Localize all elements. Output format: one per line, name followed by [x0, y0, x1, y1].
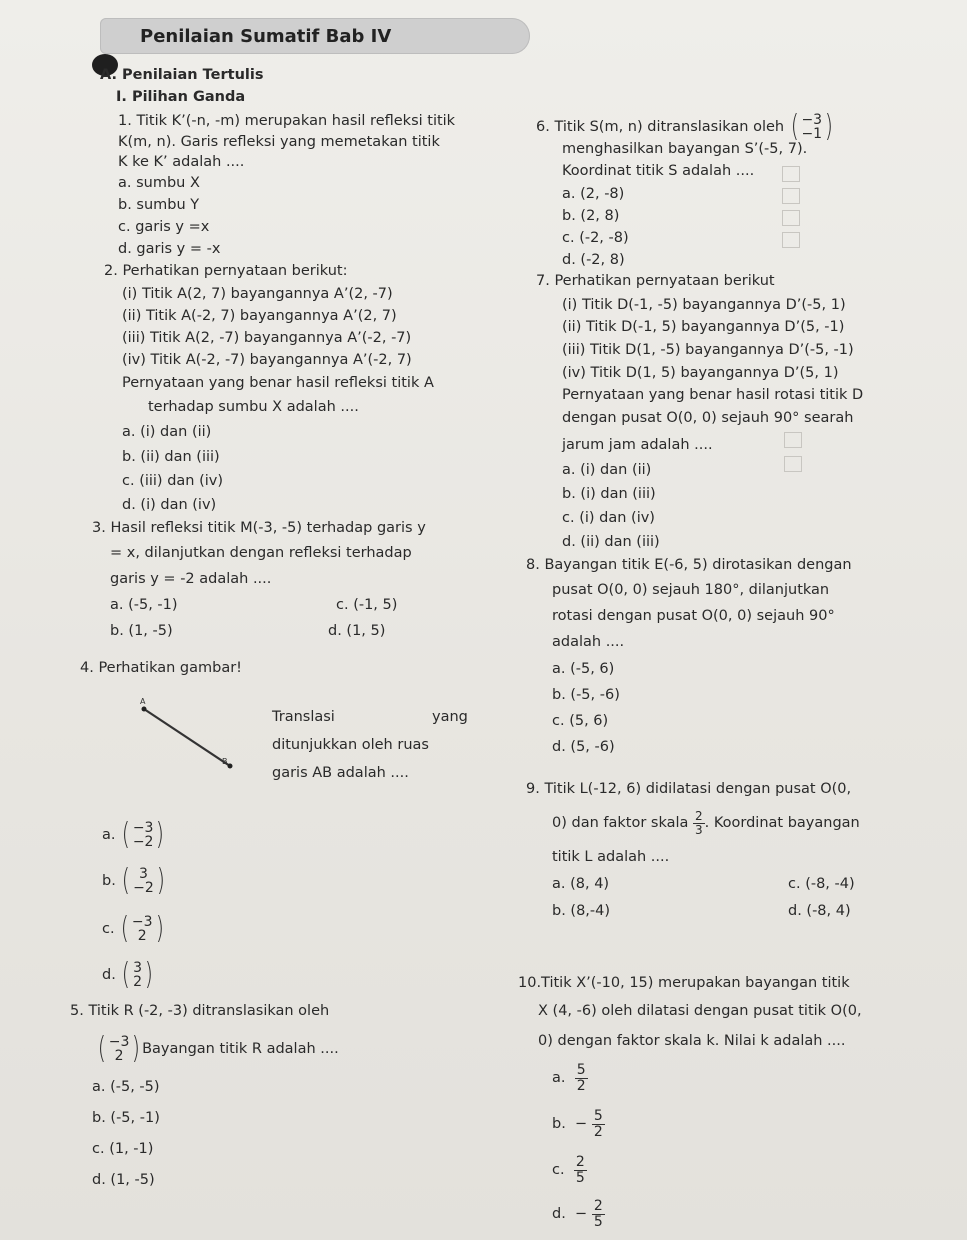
scale-factor-denominator: 3: [695, 822, 703, 837]
q5-option-c: c. (1, -1): [92, 1141, 154, 1157]
q6-question-text: 6. Titik S(m, n) ditranslasikan oleh: [536, 119, 785, 135]
q6-line-1: 6. Titik S(m, n) ditranslasikan oleh ( −3 −1 ): [536, 109, 834, 144]
fraction-numerator: 2: [575, 1153, 585, 1170]
q9-line-2: [552, 808, 860, 838]
q1-option-c: c. garis y =x: [118, 219, 210, 235]
q8-option-c: c. (5, 6): [552, 713, 609, 729]
q10-line-3: 0) dengan faktor skala k. Nilai k adalah ....: [538, 1033, 846, 1049]
vector-bottom: −2: [132, 834, 154, 850]
q4-text-3: garis AB adalah ....: [272, 765, 409, 781]
q3-option-c: c. (-1, 5): [336, 597, 398, 613]
minus-sign: −: [575, 1206, 588, 1222]
q1-option-a: a. sumbu X: [118, 175, 200, 191]
fraction-denominator: 5: [575, 1169, 585, 1186]
option-label: b.: [102, 873, 116, 889]
fraction-denominator: 5: [593, 1213, 603, 1230]
answer-box: [782, 188, 800, 204]
q3-option-a: a. (-5, -1): [110, 597, 178, 613]
q1-line-3: K ke K’ adalah ....: [118, 154, 245, 170]
minus-sign: −: [575, 1116, 588, 1132]
q9-option-d: d. (-8, 4): [788, 903, 851, 919]
q7-statement-ii: (ii) Titik D(-1, 5) bayangannya D’(5, -1): [562, 319, 845, 335]
q9-line-1: 9. Titik L(-12, 6) didilatasi dengan pusat O(0,: [526, 781, 852, 797]
q2-statement-i: (i) Titik A(2, 7) bayangannya A’(2, -7): [122, 286, 393, 302]
q7-option-c: c. (i) dan (iv): [562, 510, 655, 526]
q6-option-a: a. (2, -8): [562, 186, 625, 202]
q10-option-c: [552, 1150, 587, 1190]
vector-bottom: 2: [137, 928, 147, 944]
option-label: a.: [552, 1070, 566, 1086]
q4-line-segment-figure: [100, 696, 270, 786]
q8-line-1: 8. Bayangan titik E(-6, 5) dirotasikan dengan: [526, 557, 852, 573]
q8-option-d: d. (5, -6): [552, 739, 615, 755]
option-label: a.: [102, 827, 116, 843]
scale-factor-numerator: 2: [695, 808, 703, 823]
q3-line-3: garis y = -2 adalah ....: [110, 571, 272, 587]
vector-top: −3: [132, 820, 154, 836]
q9-text-a: 0) dan faktor skala: [552, 815, 689, 831]
q6-line-2: menghasilkan bayangan S’(-5, 7).: [562, 141, 808, 157]
q2-line-1: 2. Perhatikan pernyataan berikut:: [104, 263, 348, 279]
q3-option-b: b. (1, -5): [110, 623, 173, 639]
q3-line-2: = x, dilanjutkan dengan refleksi terhadap: [110, 545, 412, 561]
q2-option-c: c. (iii) dan (iv): [122, 473, 224, 489]
answer-box: [782, 232, 800, 248]
fraction-denominator: 2: [576, 1077, 586, 1094]
q10-option-b: [552, 1104, 605, 1144]
q5-option-d: d. (1, -5): [92, 1172, 155, 1188]
q9-option-a: a. (8, 4): [552, 876, 610, 892]
q2-statement-iv: (iv) Titik A(-2, -7) bayangannya A’(-2, 7): [122, 352, 412, 368]
vector-bottom: −2: [133, 880, 154, 896]
q2-option-b: b. (ii) dan (iii): [122, 449, 220, 465]
vector-bottom: −1: [801, 126, 823, 142]
segment-ab: [144, 709, 230, 766]
q10-line-1: 10.Titik X’(-10, 15) merupakan bayangan titik: [518, 975, 850, 991]
q9-line-3: titik L adalah ....: [552, 849, 670, 865]
section-i-title: I. Pilihan Ganda: [116, 89, 246, 105]
q10-option-a: [552, 1058, 588, 1098]
q5-question-text: Bayangan titik R adalah ....: [142, 1041, 339, 1057]
fraction-numerator: 2: [593, 1197, 603, 1214]
q2-option-a: a. (i) dan (ii): [122, 424, 212, 440]
q6-option-d: d. (-2, 8): [562, 252, 625, 268]
section-a-title: A. Penilaian Tertulis: [100, 67, 264, 83]
vector-top: −3: [108, 1034, 130, 1050]
point-b-label: B: [222, 757, 228, 766]
q7-line-4: jarum jam adalah ....: [562, 437, 713, 453]
q1-line-1: 1. Titik K’(-n, -m) merupakan hasil refleksi titik: [118, 113, 456, 129]
q5-line-2: ( −3 2 ) Bayangan titik R adalah ....: [97, 1031, 339, 1066]
q9-option-b: b. (8,-4): [552, 903, 611, 919]
page-title: Penilaian Sumatif Bab IV: [140, 26, 392, 47]
q7-option-d: d. (ii) dan (iii): [562, 534, 660, 550]
fraction-denominator: 2: [593, 1123, 603, 1140]
q4-option-a: a. ( −3 −2 ): [102, 817, 165, 852]
q7-statement-iii: (iii) Titik D(1, -5) bayangannya D’(-5, -1): [562, 342, 854, 358]
q4-text-1: Translasi: [272, 709, 335, 725]
q3-line-1: 3. Hasil refleksi titik M(-3, -5) terhadap garis y: [92, 520, 426, 536]
vector-top: 3: [133, 960, 143, 976]
q8-line-3: rotasi dengan pusat O(0, 0) sejauh 90°: [552, 608, 835, 624]
q4-text-1b: yang: [432, 709, 468, 725]
q7-option-b: b. (i) dan (iii): [562, 486, 656, 502]
fraction-numerator: 5: [576, 1061, 586, 1078]
answer-box: [782, 166, 800, 182]
q4-option-c: c. ( −3 2 ): [102, 911, 164, 946]
q1-option-b: b. sumbu Y: [118, 197, 200, 213]
answer-box: [784, 432, 802, 448]
q2-option-d: d. (i) dan (iv): [122, 497, 217, 513]
point-b: [228, 764, 233, 769]
q8-line-2: pusat O(0, 0) sejauh 180°, dilanjutkan: [552, 582, 830, 598]
q2-line-2: Pernyataan yang benar hasil refleksi titik A: [122, 375, 434, 391]
q7-line-3: dengan pusat O(0, 0) sejauh 90° searah: [562, 410, 854, 426]
q5-line-1: 5. Titik R (-2, -3) ditranslasikan oleh: [70, 1003, 330, 1019]
point-a-label: A: [140, 697, 146, 706]
q8-option-a: a. (-5, 6): [552, 661, 615, 677]
option-label: c.: [552, 1162, 565, 1178]
q2-statement-ii: (ii) Titik A(-2, 7) bayangannya A’(2, 7): [122, 308, 397, 324]
option-label: d.: [102, 967, 116, 983]
q8-option-b: b. (-5, -6): [552, 687, 620, 703]
q4-line-1: 4. Perhatikan gambar!: [80, 660, 242, 676]
q3-option-d: d. (1, 5): [328, 623, 386, 639]
q4-option-b: b. ( 3 −2 ): [102, 863, 165, 898]
q7-statement-iv: (iv) Titik D(1, 5) bayangannya D’(5, 1): [562, 365, 839, 381]
q8-line-4: adalah ....: [552, 634, 625, 650]
vector-bottom: 2: [133, 974, 143, 990]
q2-statement-iii: (iii) Titik A(2, -7) bayangannya A’(-2, -7): [122, 330, 412, 346]
q4-text-2: ditunjukkan oleh ruas: [272, 737, 429, 753]
option-label: c.: [102, 921, 115, 937]
q9-text-b: . Koordinat bayangan: [704, 815, 860, 831]
answer-box: [784, 456, 802, 472]
q5-option-a: a. (-5, -5): [92, 1079, 160, 1095]
fraction-numerator: 5: [593, 1107, 603, 1124]
q6-option-c: c. (-2, -8): [562, 230, 629, 246]
option-label: d.: [552, 1206, 566, 1222]
point-a: [142, 707, 147, 712]
q10-line-2: X (4, -6) oleh dilatasi dengan pusat titik O(0,: [538, 1003, 862, 1019]
q1-option-d: d. garis y = -x: [118, 241, 221, 257]
q2-line-3: terhadap sumbu X adalah ....: [148, 399, 359, 415]
q10-option-d: [552, 1194, 605, 1234]
q5-option-b: b. (-5, -1): [92, 1110, 160, 1126]
q7-line-2: Pernyataan yang benar hasil rotasi titik D: [562, 387, 864, 403]
q1-line-2: K(m, n). Garis refleksi yang memetakan titik: [118, 134, 440, 150]
vector-top: 3: [139, 866, 148, 882]
q4-option-d: d. ( 3 2 ): [102, 957, 154, 992]
vector-top: −3: [801, 112, 823, 128]
option-label: b.: [552, 1116, 566, 1132]
vector-bottom: 2: [114, 1048, 124, 1064]
q9-option-c: c. (-8, -4): [788, 876, 855, 892]
q7-option-a: a. (i) dan (ii): [562, 462, 652, 478]
q6-line-3: Koordinat titik S adalah ....: [562, 163, 755, 179]
answer-box: [782, 210, 800, 226]
q7-line-1: 7. Perhatikan pernyataan berikut: [536, 273, 775, 289]
vector-top: −3: [131, 914, 153, 930]
q7-statement-i: (i) Titik D(-1, -5) bayangannya D’(-5, 1): [562, 297, 846, 313]
q6-option-b: b. (2, 8): [562, 208, 620, 224]
